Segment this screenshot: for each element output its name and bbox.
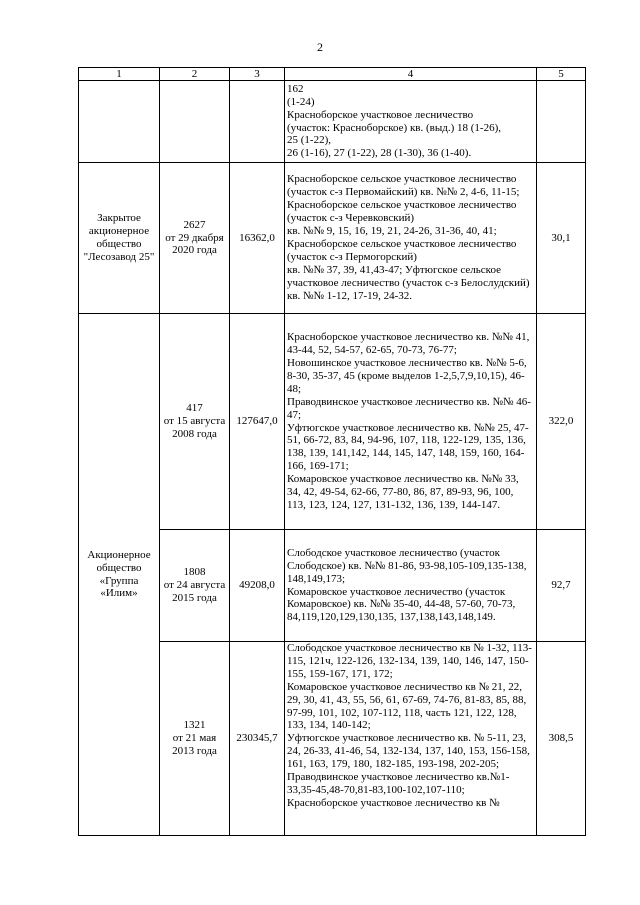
doc-cell: 1321 от 21 мая 2013 года (160, 642, 230, 836)
desc-cell: Слободское участковое лесничество (участок Слободское) кв. №№ 81-86, 93-98,105-109,135-138, 148,149,173; Комаровское участковое лесничество (участок Комаровское) кв. №№ 35-40, 44-48, 57-60, 70-73, 84,119,120,129,130,135, 137,138,143,148,149. (285, 530, 537, 642)
table-row (79, 81, 586, 163)
desc-cell: 162 (1-24) Красноборское участковое лесничество (участок: Красноборское) кв. (выд.) 18 (1-26), 25 (1-22), 26 (1-16), 27 (1-22), 28 (1-30), 36 (1-40). (285, 81, 537, 163)
org-cell: Закрытое акционерное общество "Лесозавод 25" (79, 163, 160, 314)
doc-cell: 2627 от 29 дкабря 2020 года (160, 163, 230, 314)
desc-cell: Красноборское участковое лесничество кв. №№ 41, 43-44, 52, 54-57, 62-65, 70-73, 76-77; Новошинское участковое лесничество кв. №№ 5-6, 8-30, 35-37, 45 (кроме выделов 1-2,5,7,9,10,15), 46-48; Праводвинское участковое лесничество кв. №№ 46-47; Уфтюгское участковое лесничество кв. №№ 25, 47-51, 66-72, 83, 84, 94-96, 107, 118, 122-129, 135, 136, 138, 139, 141,142, 144, 145, 147, 148, 159, 160, 164-166, 169-171; Комаровское участковое лесничество кв. №№ 33, 34, 42, 49-54, 62-66, 77-80, 86, 87, 89-93, 96, 100, 113, 123, 124, 127, 131-132, 136, 139, 144-147. (285, 314, 537, 530)
header-col-1: 1 (79, 68, 160, 81)
header-col-3: 3 (230, 68, 285, 81)
desc-cell: Слободское участковое лесничество кв № 1-32, 113-115, 121ч, 122-126, 132-134, 139, 140, 146, 147, 150-155, 159-167, 171, 172; Комаровское участковое лесничество кв № 21, 22, 29, 30, 41, 43, 55, 56, 61, 67-69, 74-76, 81-83, 85, 88, 97-99, 101, 102, 107-112, 118, часть 121, 122, 128, 133, 134, 140-142; Уфтюгское участковое лесничество кв. № 5-11, 23, 24, 26-33, 41-46, 54, 132-134, 137, 140, 153, 156-158, 161, 163, 179, 180, 182-185, 193-198, 202-205; Праводвинское участковое лесничество кв.№1-33,35-45,48-70,81-83,100-102,107-110; Красноборское участковое лесничество кв № (285, 642, 537, 836)
value-cell: 322,0 (537, 314, 586, 530)
header-col-5: 5 (537, 68, 586, 81)
value-cell: 30,1 (537, 163, 586, 314)
doc-cell (160, 81, 230, 163)
page-number: 2 (317, 40, 323, 54)
desc-cell: Красноборское сельское участковое лесничество (участок с-з Первомайский) кв. №№ 2, 4-6, 11-15; Красноборское сельское участковое лесничество (участок с-з Черевковский) кв. №№ 9, 15, 16, 19, 21, 24-26, 31-36, 40, 41; Красноборское сельское участковое лесничество (участок с-з Пермогорский) кв. №№ 37, 39, 41,43-47; Уфтюгское сельское участковое лесничество (участок с-з Белослудский) кв. №№ 1-12, 17-19, 24-32. (285, 163, 537, 314)
value-cell: 308,5 (537, 642, 586, 836)
org-cell: Акционерное общество «Группа «Илим» (79, 314, 160, 836)
area-cell: 127647,0 (230, 314, 285, 530)
area-cell (230, 81, 285, 163)
value-cell: 92,7 (537, 530, 586, 642)
header-col-2: 2 (160, 68, 230, 81)
doc-cell: 417 от 15 августа 2008 года (160, 314, 230, 530)
table-header-row (79, 68, 586, 81)
org-cell (79, 81, 160, 163)
header-col-4: 4 (285, 68, 537, 81)
doc-cell: 1808 от 24 августа 2015 года (160, 530, 230, 642)
area-cell: 16362,0 (230, 163, 285, 314)
table-row (79, 163, 586, 314)
area-cell: 49208,0 (230, 530, 285, 642)
area-cell: 230345,7 (230, 642, 285, 836)
data-table (78, 67, 586, 836)
table-row (79, 314, 586, 530)
value-cell (537, 81, 586, 163)
